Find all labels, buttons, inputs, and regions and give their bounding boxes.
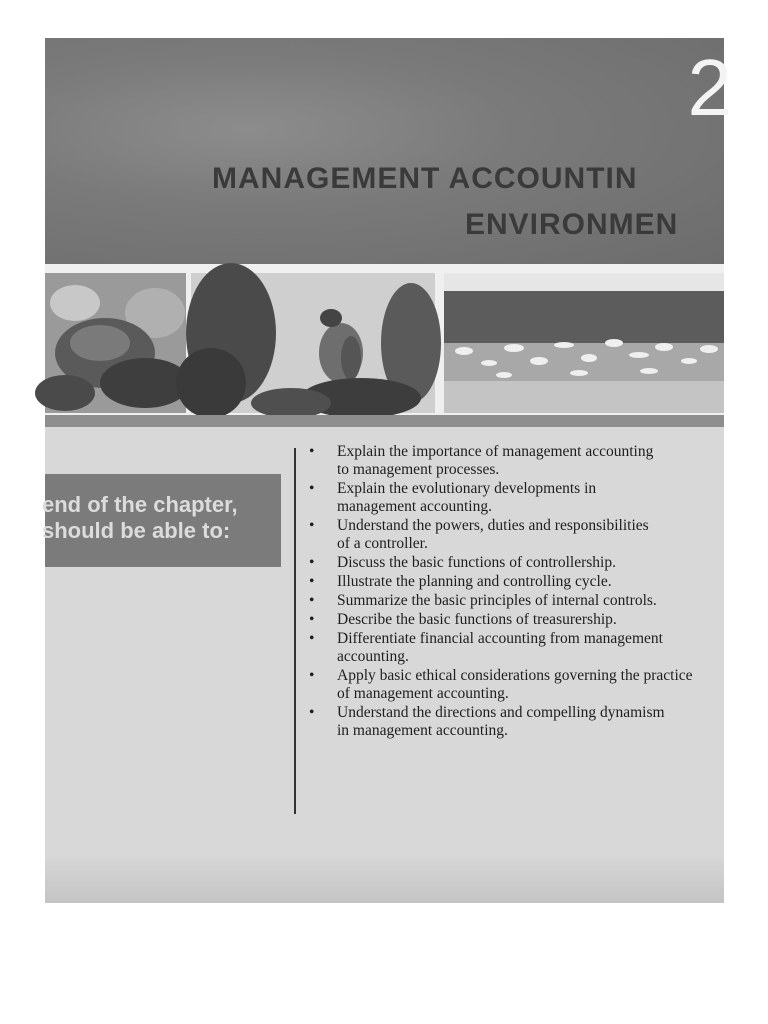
chapter-title-line2: ENVIRONMEN (465, 208, 679, 241)
bullet-icon: • (309, 630, 315, 647)
chapter-header-band (45, 38, 732, 266)
objective-item (307, 667, 724, 703)
objective-item (307, 554, 724, 572)
photo-hawk-on-branch (191, 273, 435, 413)
intro-line-2: should be able to: (42, 518, 231, 543)
objective-text: Explain the evolutionary developments in management accounting. (337, 480, 597, 515)
photo-strip (45, 273, 724, 415)
photo-strip-shadow (45, 415, 724, 427)
learning-objectives-list (307, 443, 724, 741)
bullet-icon: • (309, 704, 315, 721)
objective-text: Apply basic ethical considerations governing the practice of management accounting. (337, 667, 693, 702)
bullet-icon: • (309, 667, 315, 684)
objective-item (307, 704, 724, 740)
objective-text: Discuss the basic functions of controllership. (337, 554, 616, 571)
intro-line-1: end of the chapter, (42, 492, 238, 517)
objective-text: Illustrate the planning and controlling cycle. (337, 573, 612, 590)
vertical-rule (294, 448, 296, 814)
bullet-icon: • (309, 443, 315, 460)
page-bottom-fold (45, 858, 724, 903)
objective-item (307, 630, 724, 666)
intro-box (42, 474, 281, 567)
objective-item (307, 573, 724, 591)
objective-item (307, 443, 724, 479)
objective-item (307, 611, 724, 629)
bullet-icon: • (309, 517, 315, 534)
chapter-title-line1: MANAGEMENT ACCOUNTIN (212, 162, 638, 195)
bullet-icon: • (309, 554, 315, 571)
bullet-icon: • (309, 611, 315, 628)
book-page (42, 38, 732, 903)
objective-text: Explain the importance of management accounting to management processes. (337, 443, 654, 478)
objective-item (307, 592, 724, 610)
objective-text: Differentiate financial accounting from management accounting. (337, 630, 663, 665)
bullet-icon: • (309, 573, 315, 590)
objective-item (307, 480, 724, 516)
header-divider (45, 264, 724, 273)
objective-item (307, 517, 724, 553)
bullet-icon: • (309, 480, 315, 497)
chapter-number: 2 (687, 43, 732, 132)
photo-egrets-in-marsh (444, 273, 724, 413)
objective-text: Summarize the basic principles of internal controls. (337, 592, 657, 609)
photo-bird-nest (45, 273, 186, 413)
objective-text: Describe the basic functions of treasurership. (337, 611, 617, 628)
objective-text: Understand the powers, duties and responsibilities of a controller. (337, 517, 649, 552)
objective-text: Understand the directions and compelling dynamism in management accounting. (337, 704, 665, 739)
bullet-icon: • (309, 592, 315, 609)
